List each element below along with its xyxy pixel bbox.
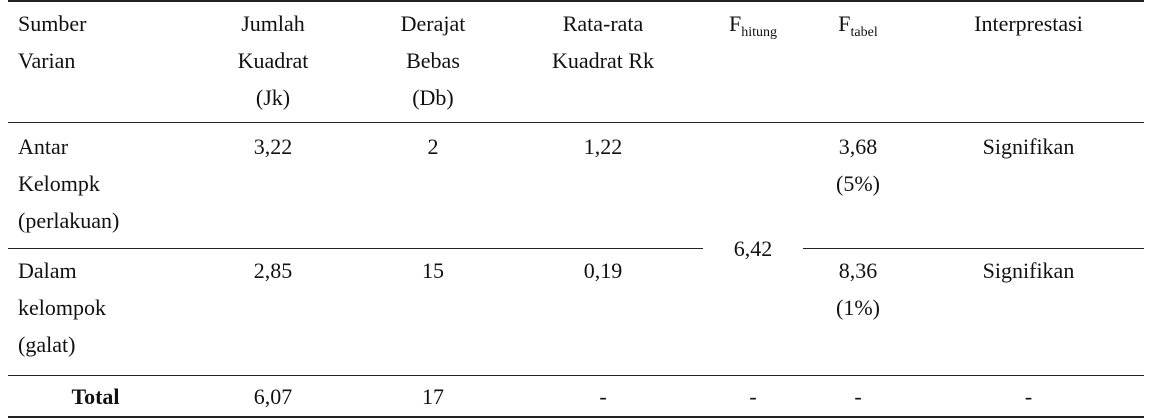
table-row xyxy=(8,248,1144,375)
row1-sumber-line1: Antar xyxy=(18,133,69,159)
total-row xyxy=(8,375,1144,417)
header-jumlah-line2: Kuadrat xyxy=(237,48,309,73)
header-jumlah-line1: Jumlah xyxy=(241,11,305,36)
header-fhitung-sub: hitung xyxy=(741,25,778,40)
header-fhitung-main: F xyxy=(728,11,742,36)
header-row xyxy=(8,1,1144,122)
total-label: Total xyxy=(8,375,183,417)
header-interpretasi: Interprestasi xyxy=(913,1,1144,122)
row1-rk: 1,22 xyxy=(583,133,623,159)
header-rata-line1: Rata-rata xyxy=(562,11,644,36)
row2-sumber-line3: (galat) xyxy=(18,331,76,357)
row1-ftabel-value: 3,68 xyxy=(838,133,878,159)
row1-ftabel xyxy=(803,122,913,248)
total-rk: - xyxy=(503,375,703,417)
table-row xyxy=(8,122,1144,248)
total-interpretasi: - xyxy=(913,375,1144,417)
fhitung-value-cell xyxy=(703,122,803,375)
row1-db: 2 xyxy=(427,133,439,159)
anova-table-container xyxy=(8,0,1144,410)
row2-ftabel-level: (1%) xyxy=(836,294,880,320)
fhitung-value: 6,42 xyxy=(733,236,773,261)
header-derajat-line3: (Db) xyxy=(412,85,454,110)
row2-db: 15 xyxy=(363,248,503,375)
row2-sumber xyxy=(8,248,183,375)
header-sumber-varian xyxy=(8,1,183,122)
header-derajat-bebas xyxy=(363,1,503,122)
total-fhitung: - xyxy=(703,375,803,417)
header-derajat-line1: Derajat xyxy=(400,11,466,36)
anova-table xyxy=(8,0,1144,418)
row2-sumber-line1: Dalam xyxy=(18,257,77,283)
row2-ftabel xyxy=(803,248,913,375)
row2-sumber-line2: kelompok xyxy=(18,294,106,320)
row1-jk: 3,22 xyxy=(253,133,293,159)
row1-interpretasi: Signifikan xyxy=(982,133,1075,159)
total-ftabel: - xyxy=(803,375,913,417)
row2-rk: 0,19 xyxy=(503,248,703,375)
header-jumlah-kuadrat xyxy=(183,1,363,122)
header-sumber-line1: Sumber xyxy=(18,11,87,36)
row2-interpretasi: Signifikan xyxy=(913,248,1144,375)
header-sumber-line2: Varian xyxy=(18,48,76,73)
header-ftabel-sub: tabel xyxy=(850,25,878,40)
row1-sumber-line2: Kelompk xyxy=(18,170,100,196)
header-f-hitung xyxy=(703,1,803,122)
row1-ftabel-level: (5%) xyxy=(836,170,880,196)
header-jumlah-line3: (Jk) xyxy=(255,85,291,110)
row2-jk: 2,85 xyxy=(183,248,363,375)
header-rata-line2: Kuadrat Rk xyxy=(551,48,655,73)
row1-sumber-line3: (perlakuan) xyxy=(18,207,120,233)
row2-ftabel-value: 8,36 xyxy=(838,257,878,283)
header-derajat-line2: Bebas xyxy=(406,48,460,73)
header-rata-rata-kuadrat xyxy=(503,1,703,122)
total-db: 17 xyxy=(363,375,503,417)
header-f-tabel xyxy=(803,1,913,122)
header-ftabel-main: F xyxy=(838,11,851,36)
row1-sumber xyxy=(8,122,183,248)
total-jk: 6,07 xyxy=(183,375,363,417)
